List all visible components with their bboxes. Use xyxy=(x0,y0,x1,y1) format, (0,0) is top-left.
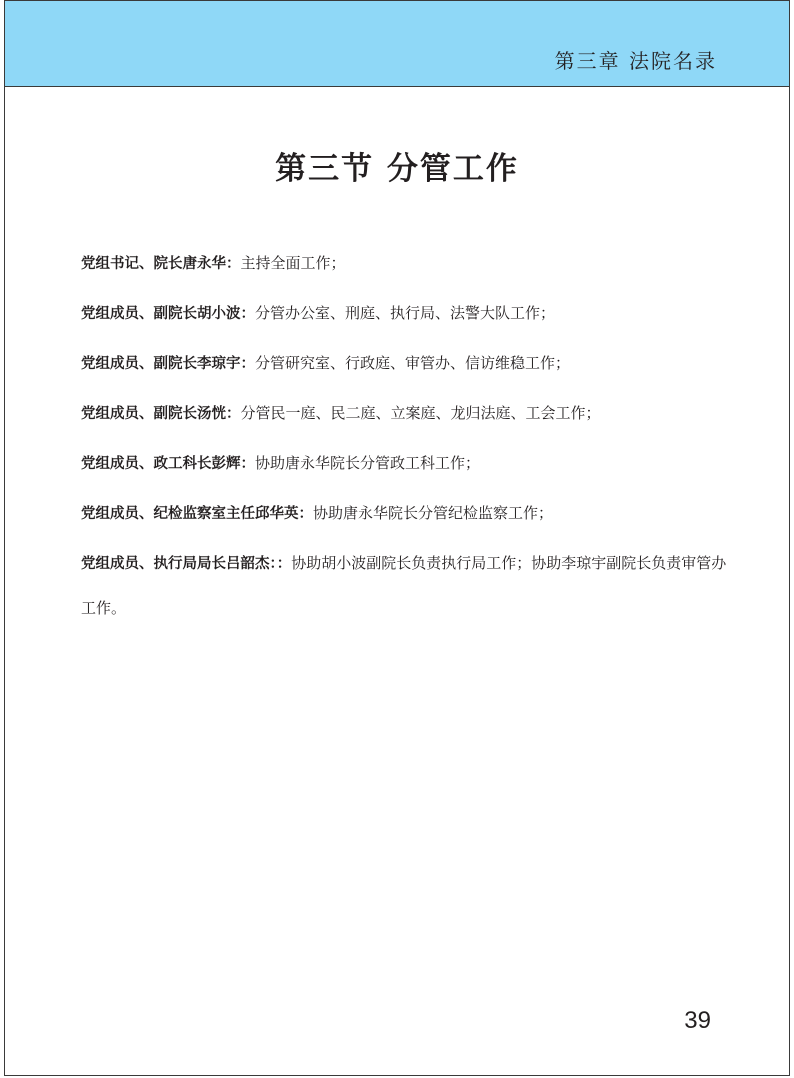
duty-description: 分管民一庭、民二庭、立案庭、龙归法庭、工会工作； xyxy=(240,404,601,422)
official-name: 党组成员、执行局局长吕韶杰：： xyxy=(81,556,292,572)
duty-description: 分管办公室、刑庭、执行局、法警大队工作； xyxy=(255,304,556,322)
official-name: 党组成员、副院长汤恍： xyxy=(81,406,241,422)
page-frame xyxy=(4,0,790,1076)
duty-item xyxy=(81,399,731,429)
official-name: 党组成员、副院长胡小波： xyxy=(81,306,255,322)
section-title: 第三节 分管工作 xyxy=(275,151,519,187)
duty-description: 主持全面工作； xyxy=(240,254,346,272)
duty-description: 协助唐永华院长分管纪检监察工作； xyxy=(313,504,554,522)
chapter-header-band xyxy=(5,1,789,87)
duty-list xyxy=(81,249,731,650)
chapter-title: 第三章 法院名录 xyxy=(554,49,717,73)
duty-item xyxy=(81,249,731,279)
duty-item xyxy=(81,541,731,630)
duty-item xyxy=(81,299,731,329)
official-name: 党组成员、副院长李琼宇： xyxy=(81,356,255,372)
duty-description: 协助唐永华院长分管政工科工作； xyxy=(255,454,481,472)
duty-description: 协助胡小波副院长负责执行局工作；协助李琼宇副院长负责审管办工作。 xyxy=(81,554,727,617)
duty-item xyxy=(81,449,731,479)
page-number: 39 xyxy=(684,1007,711,1034)
official-name: 党组成员、纪检监察室主任邱华英： xyxy=(81,506,313,522)
official-name: 党组书记、院长唐永华： xyxy=(81,256,241,272)
duty-description: 分管研究室、行政庭、审管办、信访维稳工作； xyxy=(255,354,571,372)
duty-item xyxy=(81,499,731,529)
duty-item xyxy=(81,349,731,379)
official-name: 党组成员、政工科长彭辉： xyxy=(81,456,255,472)
